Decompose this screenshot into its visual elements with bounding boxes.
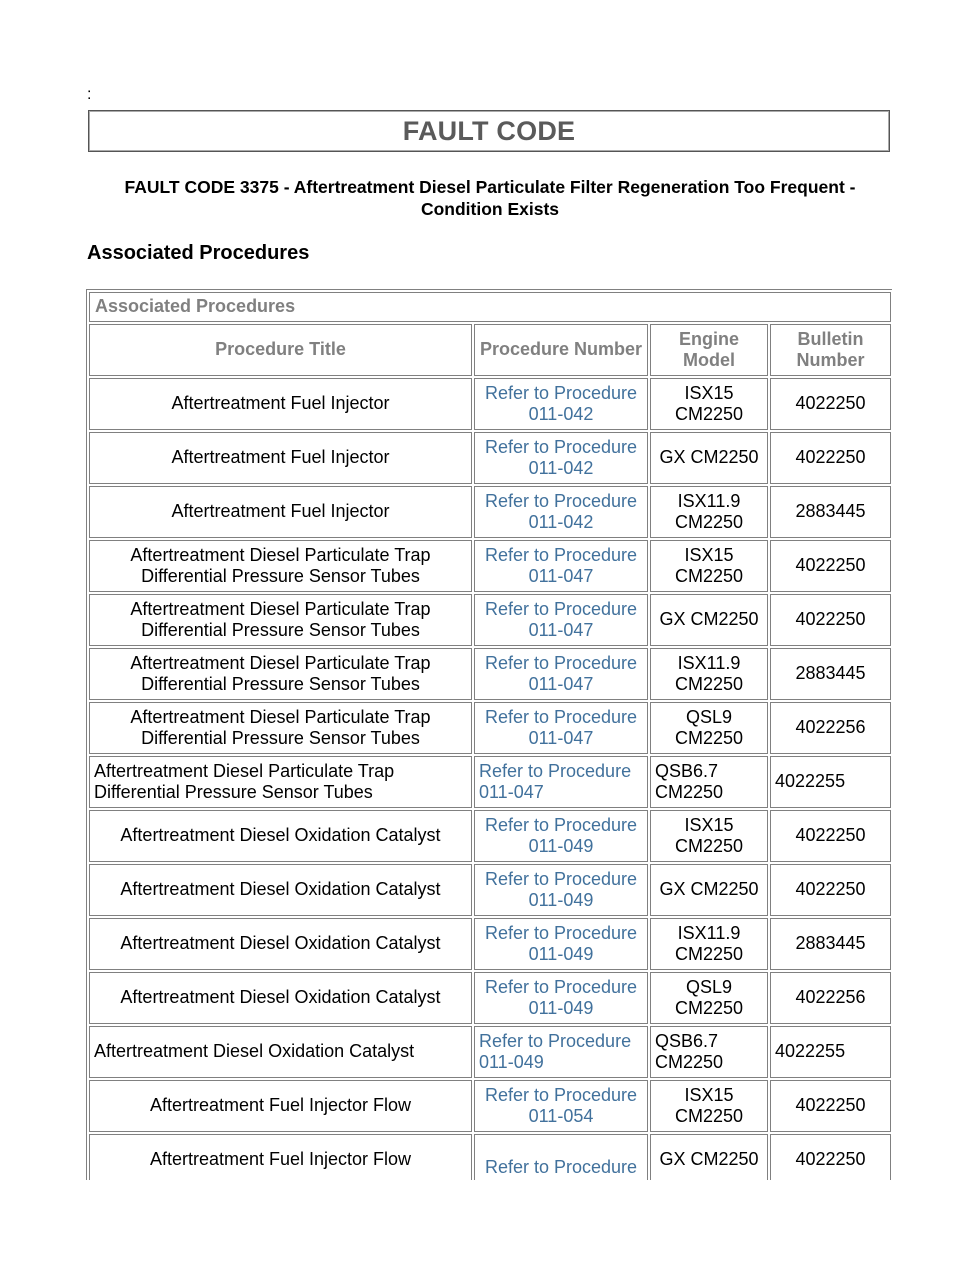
- bulletin-number-cell: 2883445: [770, 486, 891, 538]
- procedure-cell: [474, 1026, 648, 1078]
- procedure-title-cell: Aftertreatment Fuel Injector Flow: [89, 1134, 472, 1180]
- engine-model-cell: GX CM2250: [650, 594, 768, 646]
- table-row: [89, 378, 891, 430]
- bulletin-number-cell: 4022250: [770, 594, 891, 646]
- table-row: [89, 918, 891, 970]
- procedure-title-cell: Aftertreatment Diesel Particulate Trap Differential Pressure Sensor Tubes: [89, 648, 472, 700]
- engine-model-cell: GX CM2250: [650, 1134, 768, 1180]
- procedure-title-cell: Aftertreatment Diesel Oxidation Catalyst: [89, 918, 472, 970]
- procedure-link[interactable]: Refer to Procedure: [484, 1157, 638, 1177]
- table-row: [89, 972, 891, 1024]
- table-row: [89, 540, 891, 592]
- engine-model-cell: QSB6.7 CM2250: [650, 1026, 768, 1078]
- engine-model-cell: ISX15 CM2250: [650, 378, 768, 430]
- bulletin-number-cell: 2883445: [770, 918, 891, 970]
- fault-code-banner: [88, 110, 890, 152]
- table-row: [89, 594, 891, 646]
- engine-model-cell: GX CM2250: [650, 864, 768, 916]
- table-row: [89, 810, 891, 862]
- bulletin-number-cell: 4022250: [770, 810, 891, 862]
- procedure-link[interactable]: Refer to Procedure 011-054: [484, 1084, 638, 1126]
- procedure-cell: [474, 594, 648, 646]
- bulletin-number-cell: 4022250: [770, 864, 891, 916]
- bulletin-number-cell: 4022250: [770, 1134, 891, 1180]
- procedure-cell: [474, 864, 648, 916]
- bulletin-number-cell: 2883445: [770, 648, 891, 700]
- bulletin-number-cell: 4022250: [770, 1080, 891, 1132]
- bulletin-number-cell: 4022250: [770, 432, 891, 484]
- procedure-title-cell: Aftertreatment Diesel Particulate Trap Differential Pressure Sensor Tubes: [89, 594, 472, 646]
- engine-model-cell: ISX11.9 CM2250: [650, 648, 768, 700]
- bulletin-number-cell: 4022256: [770, 702, 891, 754]
- procedure-link[interactable]: Refer to Procedure 011-047: [484, 652, 638, 694]
- bulletin-number-cell: 4022255: [770, 1026, 891, 1078]
- table-row: [89, 756, 891, 808]
- procedure-link[interactable]: Refer to Procedure 011-049: [479, 1030, 632, 1072]
- procedure-link[interactable]: Refer to Procedure 011-047: [484, 598, 638, 640]
- engine-model-cell: ISX15 CM2250: [650, 540, 768, 592]
- procedure-cell: [474, 756, 648, 808]
- procedure-title-cell: Aftertreatment Diesel Oxidation Catalyst: [89, 810, 472, 862]
- engine-model-cell: GX CM2250: [650, 432, 768, 484]
- procedure-link[interactable]: Refer to Procedure 011-049: [484, 868, 638, 910]
- table-row: [89, 702, 891, 754]
- procedure-title-cell: Aftertreatment Diesel Particulate Trap Differential Pressure Sensor Tubes: [89, 756, 472, 808]
- procedure-link[interactable]: Refer to Procedure 011-042: [484, 490, 638, 532]
- procedure-cell: [474, 648, 648, 700]
- procedure-link[interactable]: Refer to Procedure 011-042: [484, 436, 638, 478]
- bulletin-number-cell: 4022250: [770, 378, 891, 430]
- procedures-table: [86, 289, 892, 1180]
- procedure-cell: [474, 918, 648, 970]
- procedure-cell: [474, 972, 648, 1024]
- table-row: [89, 486, 891, 538]
- bulletin-number-cell: 4022256: [770, 972, 891, 1024]
- procedure-link[interactable]: Refer to Procedure 011-047: [484, 706, 638, 748]
- procedure-link[interactable]: Refer to Procedure 011-047: [484, 544, 638, 586]
- bulletin-number-cell: 4022250: [770, 540, 891, 592]
- engine-model-cell: QSL9 CM2250: [650, 972, 768, 1024]
- engine-model-cell: QSB6.7 CM2250: [650, 756, 768, 808]
- table-row: [89, 1080, 891, 1132]
- engine-model-cell: ISX15 CM2250: [650, 810, 768, 862]
- engine-model-cell: ISX15 CM2250: [650, 1080, 768, 1132]
- table-row: [89, 432, 891, 484]
- engine-model-cell: QSL9 CM2250: [650, 702, 768, 754]
- header-procedure-number: Procedure Number: [474, 324, 648, 376]
- header-bulletin-number: Bulletin Number: [770, 324, 891, 376]
- bulletin-number-cell: 4022255: [770, 756, 891, 808]
- table-row: [89, 1026, 891, 1078]
- table-row: [89, 648, 891, 700]
- procedure-title-cell: Aftertreatment Fuel Injector: [89, 486, 472, 538]
- procedure-title-cell: Aftertreatment Diesel Oxidation Catalyst: [89, 1026, 472, 1078]
- section-heading: Associated Procedures: [87, 242, 310, 264]
- table-caption: Associated Procedures: [89, 292, 891, 322]
- table-row: [89, 864, 891, 916]
- colon-mark: :: [87, 86, 92, 103]
- engine-model-cell: ISX11.9 CM2250: [650, 486, 768, 538]
- table-row: [89, 1134, 891, 1180]
- procedure-title-cell: Aftertreatment Diesel Oxidation Catalyst: [89, 972, 472, 1024]
- procedure-title-cell: Aftertreatment Diesel Particulate Trap Differential Pressure Sensor Tubes: [89, 702, 472, 754]
- procedures-table-container: [86, 289, 892, 1180]
- header-procedure-title: Procedure Title: [89, 324, 472, 376]
- procedure-cell: [474, 1080, 648, 1132]
- procedure-title-cell: Aftertreatment Diesel Oxidation Catalyst: [89, 864, 472, 916]
- procedure-cell: [474, 810, 648, 862]
- header-engine-model: Engine Model: [650, 324, 768, 376]
- procedure-cell: [474, 486, 648, 538]
- procedure-title-cell: Aftertreatment Diesel Particulate Trap Differential Pressure Sensor Tubes: [89, 540, 472, 592]
- procedure-title-cell: Aftertreatment Fuel Injector Flow: [89, 1080, 472, 1132]
- procedure-link[interactable]: Refer to Procedure 011-049: [484, 922, 638, 964]
- banner-title: FAULT CODE: [402, 115, 576, 146]
- procedure-cell: [474, 702, 648, 754]
- procedure-cell: [474, 1134, 648, 1180]
- procedure-link[interactable]: Refer to Procedure 011-049: [484, 976, 638, 1018]
- procedure-cell: [474, 432, 648, 484]
- procedure-link[interactable]: Refer to Procedure 011-042: [484, 382, 638, 424]
- procedure-title-cell: Aftertreatment Fuel Injector: [89, 432, 472, 484]
- fault-code-title: FAULT CODE 3375 - Aftertreatment Diesel Particulate Filter Regeneration Too Frequent - Condition Exists: [124, 177, 856, 219]
- procedure-link[interactable]: Refer to Procedure 011-049: [484, 814, 638, 856]
- procedure-title-cell: Aftertreatment Fuel Injector: [89, 378, 472, 430]
- procedure-cell: [474, 378, 648, 430]
- procedure-cell: [474, 540, 648, 592]
- procedure-link[interactable]: Refer to Procedure 011-047: [479, 760, 632, 802]
- engine-model-cell: ISX11.9 CM2250: [650, 918, 768, 970]
